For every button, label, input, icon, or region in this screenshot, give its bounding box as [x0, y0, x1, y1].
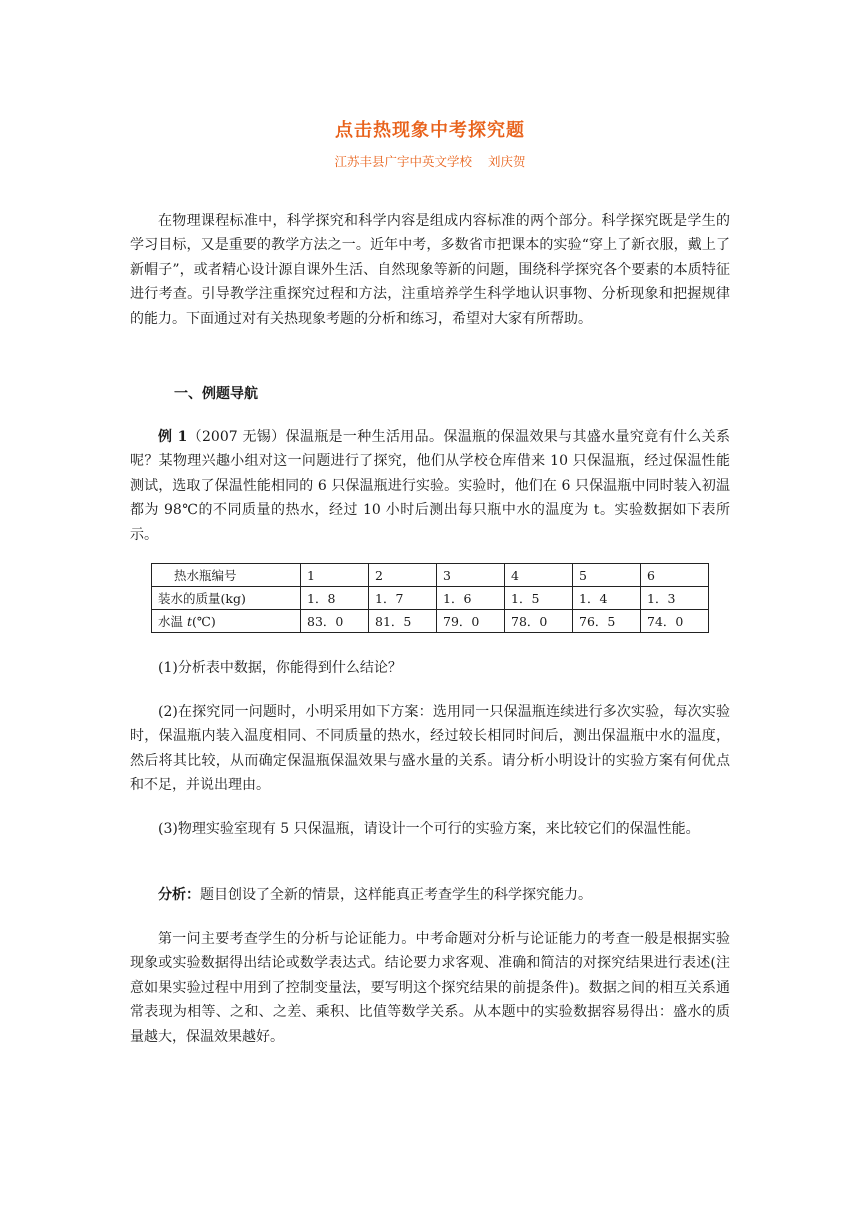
- author-school: 江苏丰县广宇中英文学校: [334, 154, 472, 169]
- table-cell: 5: [573, 564, 641, 587]
- table-cell: 76．5: [573, 610, 641, 633]
- table-row: [152, 587, 709, 610]
- table-cell: 1．5: [505, 587, 573, 610]
- table-row: [152, 610, 709, 633]
- table-row-label: 热水瓶编号: [152, 564, 301, 587]
- table-cell: 2: [369, 564, 437, 587]
- table-cell: 1．7: [369, 587, 437, 610]
- data-table: [151, 563, 709, 633]
- example-label: 例 1: [158, 429, 188, 445]
- table-cell: 74．0: [641, 610, 709, 633]
- table-row: [152, 564, 709, 587]
- table-cell: 4: [505, 564, 573, 587]
- row-label-variable: t: [186, 614, 193, 629]
- table-cell: 1．3: [641, 587, 709, 610]
- analysis-paragraph: [130, 883, 730, 907]
- table-cell: 6: [641, 564, 709, 587]
- example-text: （2007 无锡）保温瓶是一种生活用品。保温瓶的保温效果与其盛水量究竟有什么关系呢？某物理兴趣小组对这一问题进行了探究，他们从学校仓库借来 10 只保温瓶，经过保温性能测试，选取了保温性能相同的 6 只保温瓶进行实验。实验时，他们在 6 只保温瓶中同时装入初温都为 98℃的不同质量的热水，经过 10 小时后测出每只瓶中水的温度为 t。实验数据如下表所示。: [130, 429, 731, 543]
- table-cell: 79．0: [437, 610, 505, 633]
- table-cell: 1．4: [573, 587, 641, 610]
- example-paragraph: [130, 425, 730, 547]
- question-1: (1)分析表中数据，你能得到什么结论？: [158, 660, 402, 676]
- table-cell: 1．8: [301, 587, 369, 610]
- table-row-label: [152, 610, 301, 633]
- question-2: (2)在探究同一问题时，小明采用如下方案：选用同一只保温瓶连续进行多次实验，每次实验时，保温瓶内装入温度相同、不同质量的热水，经过较长相同时间后，测出保温瓶中水的温度，然后将其比较，从而确定保温瓶保温效果与盛水量的关系。请分析小明设计的实验方案有何优点和不足，并说出理由。: [130, 704, 730, 794]
- table-cell: 78．0: [505, 610, 573, 633]
- author-line: [0, 152, 860, 170]
- analysis-label: 分析：: [158, 887, 200, 903]
- table-cell: 83．0: [301, 610, 369, 633]
- intro-paragraph: 在物理课程标准中，科学探究和科学内容是组成内容标准的两个部分。科学探究既是学生的学习目标，又是重要的教学方法之一。近年中考，多数省市把课本的实验“穿上了新衣服，戴上了新帽子”，或者精心设计源自课外生活、自然现象等新的问题，围绕科学探究各个要素的本质特征进行考查。引导教学注重探究过程和方法，注重培养学生科学地认识事物、分析现象和把握规律的能力。下面通过对有关热现象考题的分析和练习，希望对大家有所帮助。: [130, 213, 730, 327]
- question-3: (3)物理实验室现有 5 只保温瓶，请设计一个可行的实验方案，来比较它们的保温性能。: [158, 821, 700, 837]
- table-cell: 1: [301, 564, 369, 587]
- table-cell: 3: [437, 564, 505, 587]
- closing-paragraph: 第一问主要考查学生的分析与论证能力。中考命题对分析与论证能力的考查一般是根据实验现象或实验数据得出结论或数学表达式。结论要力求客观、准确和简洁的对探究结果进行表述(注意如果实验过程中用到了控制变量法，要写明这个探究结果的前提条件)。数据之间的相互关系通常表现为相等、之和、之差、乘积、比值等数学关系。从本题中的实验数据容易得出：盛水的质量越大，保温效果越好。: [130, 931, 730, 1045]
- row-label-unit: (℃): [192, 614, 216, 629]
- analysis-text: 题目创设了全新的情景，这样能真正考查学生的科学探究能力。: [200, 887, 592, 903]
- table-cell: 1．6: [437, 587, 505, 610]
- author-name: 刘庆贺: [488, 154, 526, 169]
- row-label-prefix: 水温: [158, 614, 187, 629]
- document-title: 点击热现象中考探究题: [335, 120, 525, 141]
- section-heading: 一、例题导航: [174, 386, 258, 402]
- table-row-label: 装水的质量(kg): [152, 587, 301, 610]
- table-cell: 81．5: [369, 610, 437, 633]
